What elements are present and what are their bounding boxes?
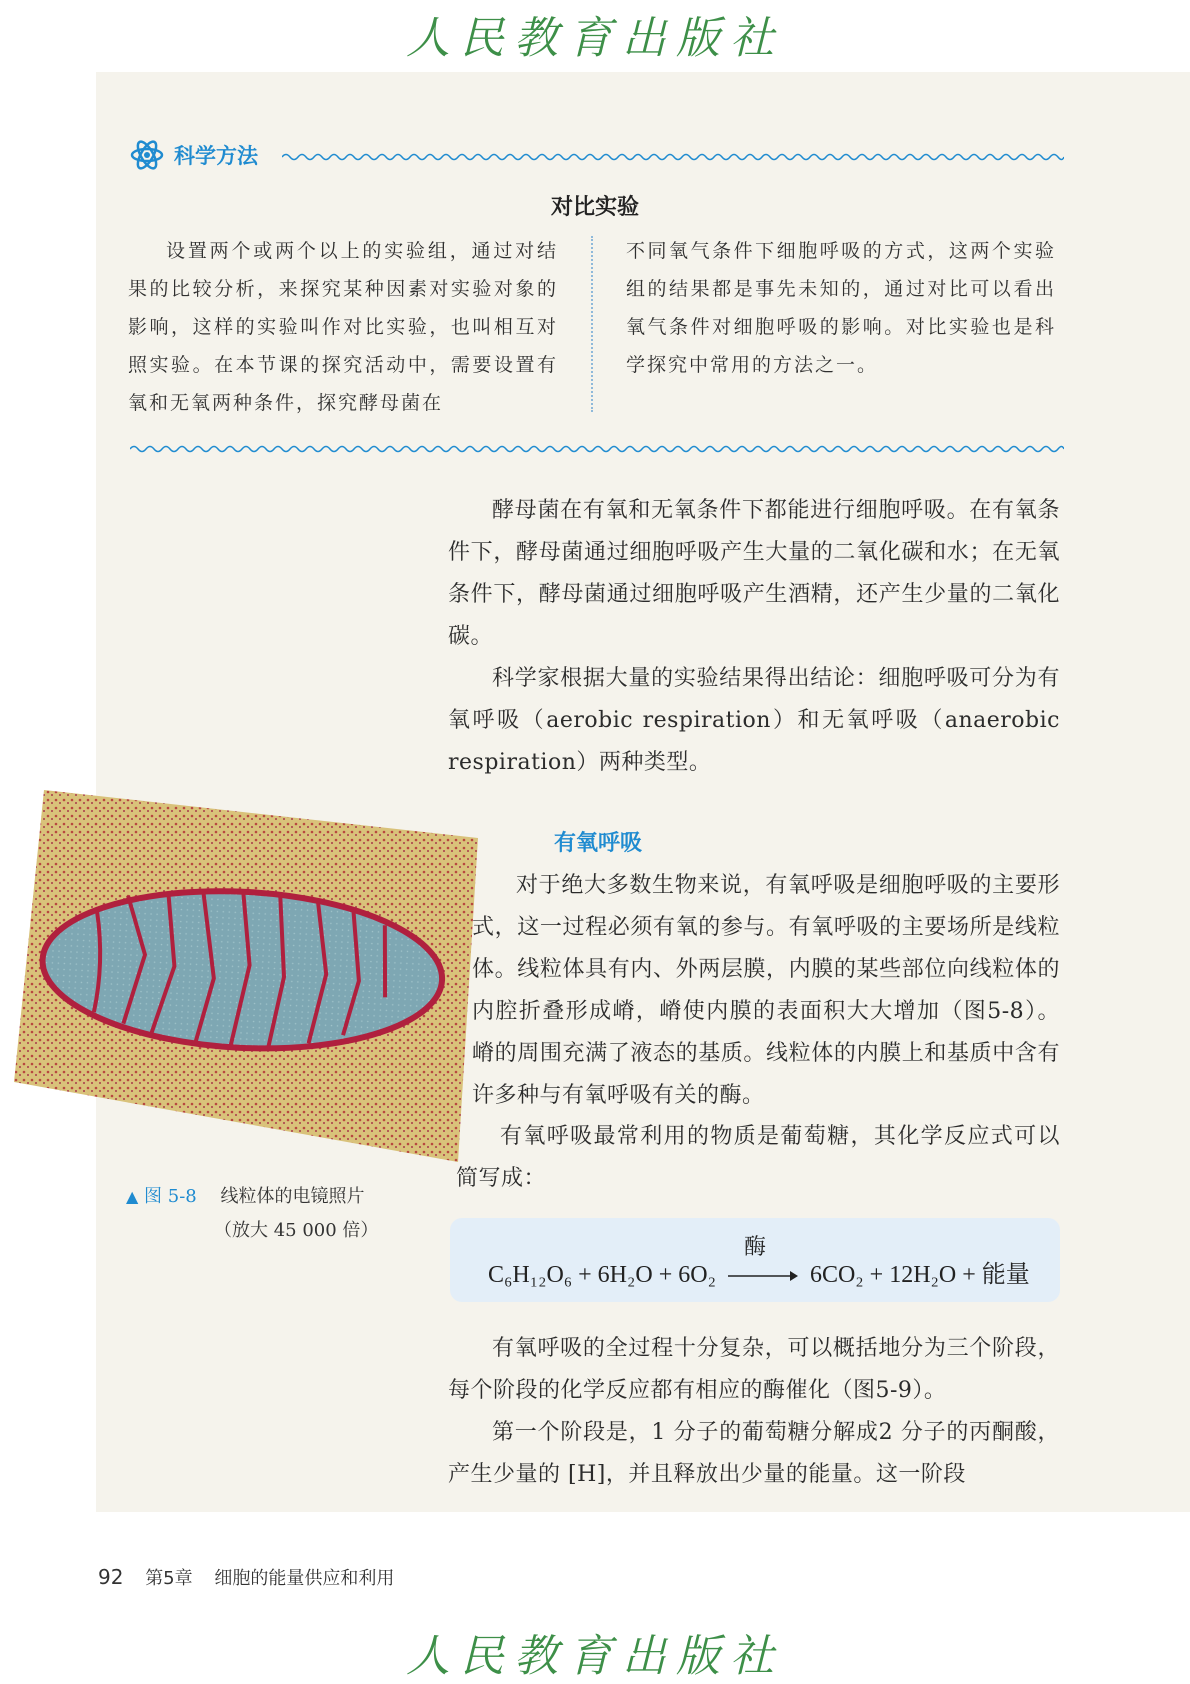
paragraph-first-stage: 第一个阶段是，1 分子的葡萄糖分解成2 分子的丙酮酸，产生少量的 [H]，并且释放出少量的能量。这一阶段 [448,1420,1060,1487]
wavy-divider-top [282,152,1064,162]
chemical-equation [488,1235,1030,1289]
chapter-number: 第5章 [145,1568,193,1589]
method-title: 对比实验 [550,195,639,220]
column-divider [591,236,593,412]
method-label: 科学方法 [174,144,258,168]
figure-caption [126,1180,378,1248]
figure-caption-line2: （放大 45 000 倍） [214,1220,379,1241]
figure-number: 图 5-8 [144,1186,197,1207]
equation-catalyst: 酶 [743,1235,766,1261]
paragraph-respiration-types: 科学家根据大量的实验结果得出结论：细胞呼吸可分为有氧呼吸（aerobic respiration）和无氧呼吸（anaerobic respiration）两种类型。 [448,666,1060,775]
figure-caption-line1: 线粒体的电镜照片 [220,1186,365,1207]
paragraph-yeast-respiration: 酵母菌在有氧和无氧条件下都能进行细胞呼吸。在有氧条件下，酵母菌通过细胞呼吸产生大量的二氧化碳和水；在无氧条件下，酵母菌通过细胞呼吸产生酒精，还产生少量的二氧化碳。 [448,498,1060,649]
mitochondrion-micrograph [14,790,478,1162]
method-header [130,138,258,172]
paragraph-aerobic-intro: 对于绝大多数生物来说，有氧呼吸是细胞呼吸的主要形式，这一过程必须有氧的参与。有氧呼吸的主要场所是线粒体。线粒体具有内、外两层膜，内膜的某些部位向线粒体的内腔折叠形成嵴，嵴使内膜的表面积大大增加（图5-8）。嵴的周围充满了液态的基质。线粒体的内膜上和基质中含有许多种与有氧呼吸有关的酶。 [472,873,1060,1108]
page-number: 92 [98,1565,124,1589]
section-heading: 有氧呼吸 [554,831,643,856]
paragraph-glucose: 有氧呼吸最常利用的物质是葡萄糖，其化学反应式可以简写成： [456,1124,1060,1191]
equation-box [450,1218,1060,1302]
caption-triangle-icon: ▲ [126,1187,139,1206]
paragraph-stages: 有氧呼吸的全过程十分复杂，可以概括地分为三个阶段，每个阶段的化学反应都有相应的酶催化（图5-9）。 [448,1336,1060,1403]
arrow-icon [728,1270,798,1282]
wavy-divider-bottom [130,444,1064,454]
method-text-right: 不同氧气条件下细胞呼吸的方式，这两个实验组的结果都是事先未知的，通过对比可以看出氧气条件对细胞呼吸的影响。对比实验也是科学探究中常用的方法之一。 [626,240,1056,376]
method-text-left: 设置两个或两个以上的实验组，通过对结果的比较分析，来探究某种因素对实验对象的影响，这样的实验叫作对比实验，也叫相互对照实验。在本节课的探究活动中，需要设置有氧和无氧两种条件，探究酵母菌在 [128,240,558,414]
chapter-title: 细胞的能量供应和利用 [214,1568,395,1589]
atom-icon [130,138,164,172]
publisher-watermark-top: 人民教育出版社 [406,13,784,64]
publisher-watermark-bottom: 人民教育出版社 [406,1631,784,1682]
page-footer [98,1564,394,1590]
equation-products: 6CO₂ + 12H₂O + 能量 [809,1262,1030,1288]
equation-reactants: + 6H₂O + 6O₂ [578,1262,716,1288]
reaction-arrow [728,1235,798,1288]
equation-reactant-glucose: C₆H₁₂O₆ [488,1262,573,1288]
